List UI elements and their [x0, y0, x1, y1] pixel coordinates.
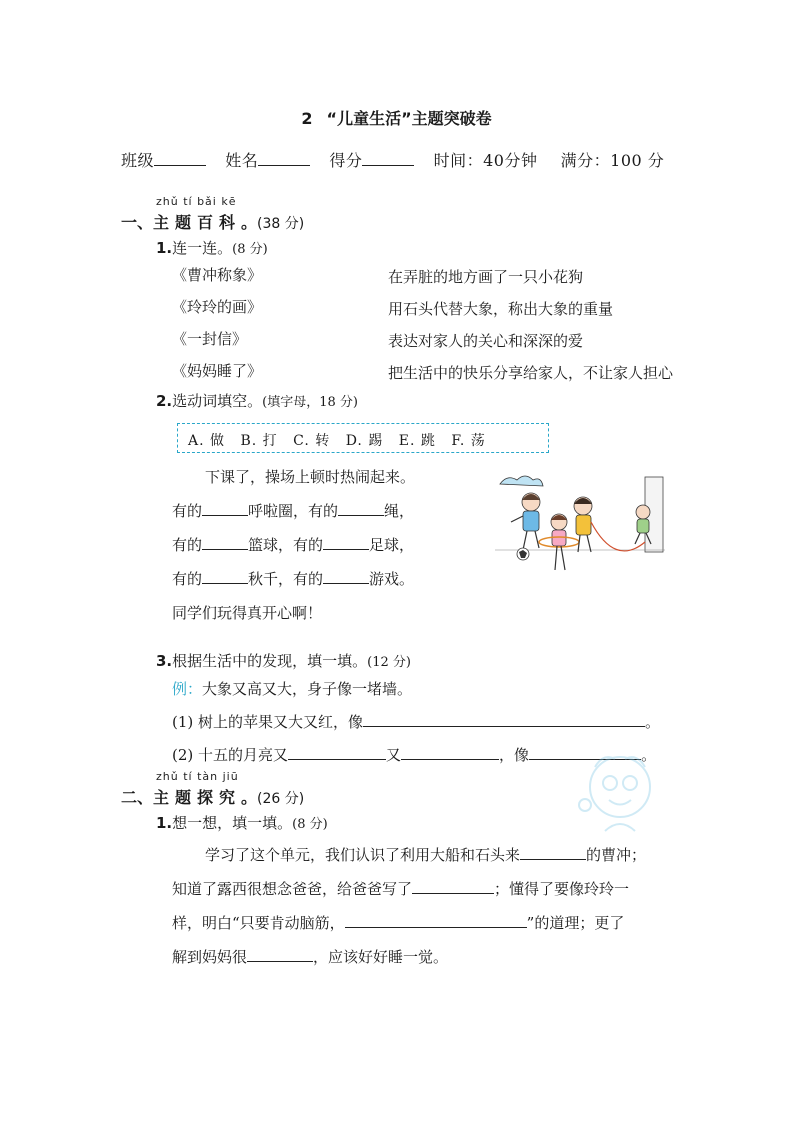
s2q1-text-fragment: 学习了这个单元，我们认识了利用大船和石头来 [205, 846, 521, 864]
answer-blank[interactable] [323, 535, 369, 550]
s2q1-text-fragment: 解到妈妈很 [172, 948, 248, 966]
answer-blank[interactable] [520, 845, 586, 860]
q1-right-item[interactable]: 用石头代替大象，称出大象的重量 [388, 300, 614, 318]
q1-left-item[interactable]: 《曹冲称象》 [172, 266, 263, 284]
q2-number: 2. [156, 392, 173, 410]
s2q1-text-fragment: 知道了露西很想念爸爸，给爸爸写了 [172, 880, 413, 898]
section2-prefix: 二、 [121, 788, 154, 807]
answer-blank[interactable] [202, 569, 248, 584]
q3-score: (12 分) [367, 655, 411, 670]
q2-text-fragment: 有的 [172, 502, 203, 520]
answer-blank[interactable] [323, 569, 369, 584]
answer-blank[interactable] [202, 535, 248, 550]
answer-blank[interactable] [288, 745, 386, 760]
q1-number: 1. [156, 239, 173, 257]
q1-right-item[interactable]: 表达对家人的关心和深深的爱 [388, 332, 584, 350]
q2-score: (填字母，18 分) [262, 395, 358, 410]
q2-text-fragment: 绳， [384, 502, 415, 520]
s2q1-text-fragment: ”的道理；更了 [526, 914, 625, 932]
s2q1-line4 [172, 940, 448, 974]
answer-blank[interactable] [247, 947, 313, 962]
q3-text-fragment: (2) 十五的月亮又 [172, 746, 289, 764]
section1-title: 主题百科 [153, 213, 242, 232]
q2-text: 选动词填空。 [172, 392, 263, 410]
s2q1-text: 想一想，填一填。 [172, 814, 293, 832]
q2-line2 [172, 494, 414, 528]
q2-heading [156, 390, 358, 411]
option-f: F. 荡 [451, 433, 486, 449]
page-title [0, 106, 793, 129]
answer-blank[interactable] [363, 712, 645, 727]
title-number: 2 [301, 109, 313, 128]
s2q1-line3 [172, 906, 624, 940]
answer-blank[interactable] [401, 745, 499, 760]
section1-prefix: 一、 [121, 213, 154, 232]
q2-line1: 下课了，操场上顿时热闹起来。 [205, 468, 416, 486]
q2-text-fragment: 游戏。 [369, 570, 415, 588]
q1-right-item[interactable]: 在弄脏的地方画了一只小花狗 [388, 268, 584, 286]
q1-score: (8 分) [232, 242, 268, 257]
section2-punct: 。 [241, 788, 258, 807]
section1-punct: 。 [241, 213, 258, 232]
q3-sentence-1 [172, 711, 660, 732]
q3-number: 3. [156, 652, 173, 670]
s2q1-line2 [172, 872, 629, 906]
s2q1-text-fragment: 样，明白“只要肯动脑筋， [172, 914, 345, 932]
q1-left-item[interactable]: 《妈妈睡了》 [172, 362, 263, 380]
s2q1-text-fragment: ；懂得了要像玲玲一 [494, 880, 630, 898]
q2-line4 [172, 562, 414, 596]
section2-title: 主题探究 [153, 788, 242, 807]
option-b: B. 打 [240, 433, 278, 449]
section2-pinyin: zhǔ tí tàn jiū [156, 770, 239, 783]
section2-score: (26 分) [257, 791, 305, 807]
section2-heading [121, 785, 304, 808]
s2q1-score: (8 分) [292, 817, 328, 832]
class-label: 班级 [121, 151, 155, 170]
answer-blank[interactable] [345, 913, 527, 928]
q3-text-fragment: 。 [645, 713, 661, 731]
q3-heading [156, 650, 411, 671]
q2-line5: 同学们玩得真开心啊！ [172, 604, 323, 622]
section1-score: (38 分) [257, 216, 305, 232]
q3-example [172, 678, 412, 699]
q2-text-fragment: 有的 [172, 570, 203, 588]
score-label: 得分 [329, 151, 363, 170]
q3-text-fragment: 又 [386, 746, 402, 764]
playground-illustration [495, 472, 665, 582]
s2q1-text-fragment: 的曹冲； [586, 846, 647, 864]
option-e: E. 跳 [398, 433, 436, 449]
q2-line3 [172, 528, 414, 562]
q1-right-item[interactable]: 把生活中的快乐分享给家人，不让家人担心 [388, 364, 674, 382]
answer-blank[interactable] [202, 501, 248, 516]
s2q1-number: 1. [156, 814, 173, 832]
s2q1-text-fragment: ，应该好好睡一觉。 [313, 948, 449, 966]
q3-text-fragment: 。 [641, 746, 657, 764]
q1-heading [156, 237, 268, 258]
section1-pinyin: zhǔ tí bǎi kē [156, 195, 237, 208]
options-list [188, 430, 496, 450]
example-label: 例： [172, 680, 203, 698]
example-text: 大象又高又大，身子像一堵墙。 [202, 680, 413, 698]
q3-text-fragment: (1) 树上的苹果又大又红，像 [172, 713, 364, 731]
class-blank[interactable] [154, 151, 206, 166]
option-c: C. 转 [293, 433, 331, 449]
q1-text: 连一连。 [172, 239, 233, 257]
q2-text-fragment: 呼啦圈，有的 [248, 502, 339, 520]
mascot-watermark-icon [565, 745, 675, 835]
s2q1-heading [156, 812, 328, 833]
q2-text-fragment: 有的 [172, 536, 203, 554]
q3-text: 根据生活中的发现，填一填。 [172, 652, 368, 670]
name-blank[interactable] [258, 151, 310, 166]
answer-blank[interactable] [338, 501, 384, 516]
q2-text-fragment: 篮球，有的 [248, 536, 324, 554]
option-d: D. 踢 [345, 433, 384, 449]
q2-text-fragment: 秋千，有的 [248, 570, 324, 588]
s2q1-line1 [205, 838, 646, 872]
option-a: A. 做 [188, 433, 226, 449]
q2-text-fragment: 足球， [369, 536, 415, 554]
name-label: 姓名 [225, 151, 259, 170]
title-text: “儿童生活”主题突破卷 [326, 109, 492, 128]
time-text: 时间：40分钟 [433, 151, 538, 170]
section1-heading [121, 210, 304, 233]
answer-blank[interactable] [412, 879, 494, 894]
score-blank[interactable] [362, 151, 414, 166]
q3-text-fragment: ，像 [499, 746, 530, 764]
q1-left-item[interactable]: 《一封信》 [172, 330, 248, 348]
info-line [121, 148, 664, 171]
full-score-text: 满分：100 分 [560, 151, 665, 170]
q1-left-item[interactable]: 《玲玲的画》 [172, 298, 263, 316]
